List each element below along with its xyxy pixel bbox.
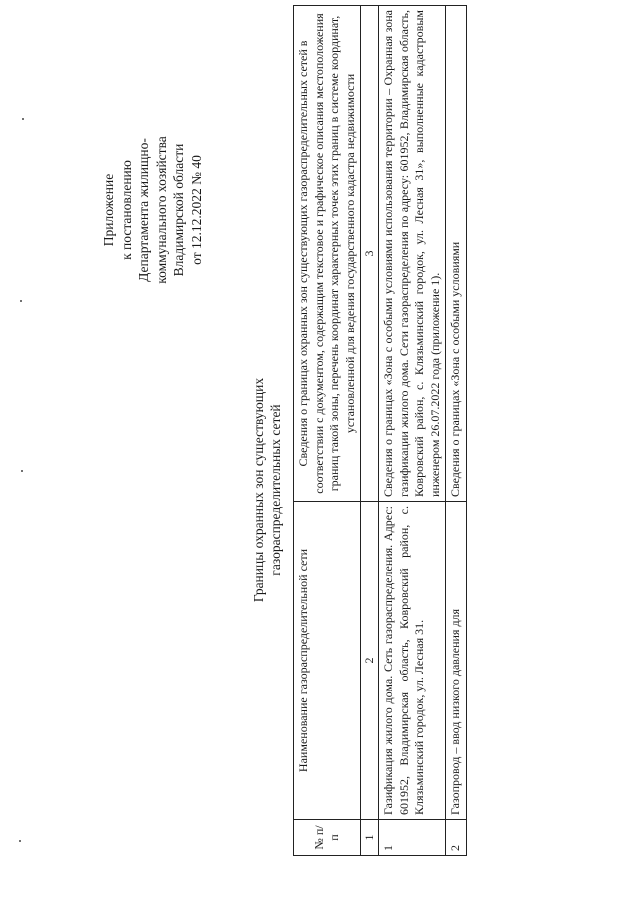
row-number: 2 <box>446 820 467 856</box>
document-title <box>250 220 284 760</box>
zones-table <box>293 5 467 856</box>
row-number: 1 <box>379 820 446 856</box>
scan-mark <box>20 300 22 302</box>
scan-mark <box>21 470 23 472</box>
column-number: 2 <box>361 502 379 820</box>
appendix-line: к постановлению <box>118 160 134 260</box>
zone-info: Сведения о границах «Зона с особыми условиями использования территории – Охранная зона газификации жилого дома. Сети газораспределения по адресу: 601952, Владимирская область, Ковровский район, с. Клязьминский городок, ул. Лесная 31», выполненные кадастровым инженером 26.07.2022 года (приложение 1). <box>379 6 446 502</box>
table-row <box>379 6 446 856</box>
scan-mark <box>22 118 24 120</box>
table-header-row <box>294 6 361 856</box>
title-line-2: газораспределительных сетей <box>268 404 283 576</box>
zone-info: Сведения о границах «Зона с особыми условиями <box>446 6 467 502</box>
header-name: Наименование газораспределительной сети <box>294 502 361 820</box>
appendix-line: коммунального хозяйства <box>153 136 169 284</box>
header-info: Сведения о границах охранных зон существующих газораспределительных сетей в соответствии с документом, содержащим текстовое и графическое описания местоположения границ такой зоны, перечень координат характерных точек этих границ в системе координат, установленной для ведения государственного кадастра недвижимости <box>294 6 361 502</box>
table-row <box>446 6 467 856</box>
column-number-row <box>361 6 379 856</box>
appendix-line: Департамента жилищно- <box>136 138 151 282</box>
rotated-page-content <box>100 0 560 860</box>
appendix-line: Приложение <box>101 173 116 247</box>
appendix-line: от 12.12.2022 № 40 <box>188 155 204 265</box>
appendix-block <box>100 40 205 380</box>
title-line-1: Границы охранных зон существующих <box>251 377 266 603</box>
column-number: 3 <box>361 6 379 502</box>
header-number: № п/п <box>294 820 361 856</box>
appendix-line: Владимирской области <box>171 143 186 277</box>
column-number: 1 <box>361 820 379 856</box>
network-name: Газопровод – ввод низкого давления для <box>446 502 467 820</box>
network-name: Газификация жилого дома. Сеть газораспределения. Адрес: 601952, Владимирская область, Ковровский район, с. Клязьминский городок, ул. Лесная 31. <box>379 502 446 820</box>
scan-mark <box>19 840 21 842</box>
